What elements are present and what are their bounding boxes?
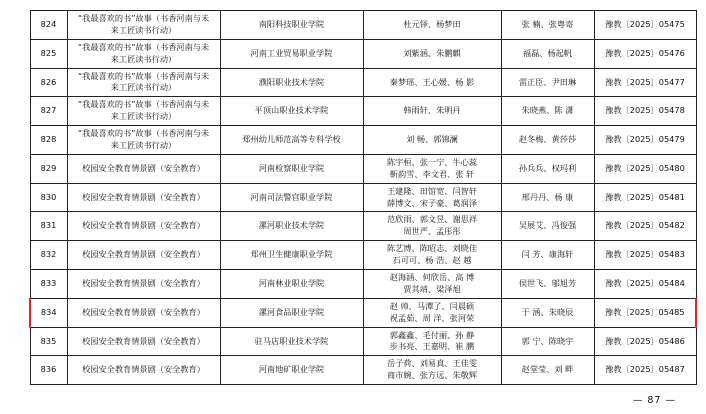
cell-text [596,364,695,376]
cell-line: 周世严、孟彤彤 [403,226,461,237]
cell-line: 郭鑫鑫、毛付丽、孙 静 [389,329,475,340]
cell-text [503,77,593,89]
cell-line: 校园安全教育情景剧（安全教育） [82,277,205,288]
cell-line: 福磊、杨起帆 [522,47,573,58]
cell-text [365,301,500,325]
cell-text [69,99,219,123]
cell-certificate-code [594,154,696,183]
cell-line: 陈宇桓、张一宁、牛心蕊 [386,156,478,167]
cell-authors [363,241,501,270]
cell-text [222,364,362,376]
cell-line: 王建隆、田馆宽、闫智轩 [386,185,478,196]
cell-serial-number: 831 [30,212,67,241]
cell-line: 陈艺博、陈昭志、刘晓佳 [386,243,478,254]
cell-authors [363,154,501,183]
cell-text [365,330,500,354]
cell-line: 雷正臣、尹田琳 [518,76,577,87]
cell-line: 豫教〔2025〕05476 [605,47,685,58]
table-row [30,270,696,299]
cell-line: 郑州卫生健康职业学院 [250,249,333,260]
cell-line: 邢丹丹、杨 康 [521,191,574,202]
cell-text [69,163,219,175]
cell-institution [220,68,363,97]
cell-line: 商市婉、张方远、朱敬辉 [386,370,478,381]
cell-line: “我最喜欢的书”故事（书香河南与未 [77,70,210,81]
cell-serial-number: 828 [30,126,67,155]
table-row [30,11,696,40]
cell-tutors [501,356,594,385]
cell-text [503,48,593,60]
cell-institution [220,356,363,385]
cell-line: 薛博文、宋子豪、葛润泽 [386,197,478,208]
cell-certificate-code [594,270,696,299]
cell-text [596,336,695,348]
cell-text [69,128,219,152]
cell-line: 来工匠读书行动） [110,82,177,93]
cell-text [503,19,593,31]
cell-text [503,192,593,204]
cell-text [69,278,219,290]
table-body [30,11,696,385]
table-row [30,356,696,385]
cell-text [69,336,219,348]
cell-text [365,105,500,117]
cell-serial-number: 833 [30,270,67,299]
cell-text [503,278,593,290]
cell-line: 濮阳职业技术学院 [258,76,325,87]
cell-line: 河南司法警官职业学院 [250,191,333,202]
cell-text [503,307,593,319]
cell-tutors [501,68,594,97]
cell-line: 来工匠读书行动） [110,140,177,151]
cell-text [69,13,219,37]
cell-line: 孙兵兵、权玛利 [518,162,577,173]
cell-line: 南阳科技职业学院 [258,18,325,29]
cell-text [365,186,500,210]
cell-line: 校园安全教育情景剧（安全教育） [82,162,205,173]
cell-certificate-code [594,327,696,356]
cell-text [365,157,500,181]
cell-text [596,105,695,117]
cell-authors [363,212,501,241]
cell-text [222,48,362,60]
cell-line: 豫教〔2025〕05485 [604,306,685,317]
cell-line: “我最喜欢的书”故事（书香河南与未 [77,99,210,110]
cell-line: 河南工业贸易职业学院 [250,47,333,58]
cell-institution [220,154,363,183]
cell-line: 赵冬梅、黄莎莎 [518,134,577,145]
cell-authors [363,126,501,155]
cell-authors [363,39,501,68]
cell-text [365,358,500,382]
cell-line: 张 楠、张粤寄 [521,18,574,29]
cell-tutors [501,327,594,356]
cell-authors [363,97,501,126]
cell-text [596,163,695,175]
cell-line: 杜元铎、杨梦田 [403,18,461,29]
cell-line: 于 涵、朱晓辰 [521,306,574,317]
cell-line: 豫教〔2025〕05477 [605,76,685,87]
cell-text [222,105,362,117]
cell-line: 校园安全教育情景剧（安全教育） [82,306,205,317]
cell-line: 河南林业职业学院 [258,277,325,288]
cell-line: 校园安全教育情景剧（安全教育） [82,220,205,231]
cell-line: 豫教〔2025〕05482 [605,220,685,231]
cell-work-title [67,212,220,241]
cell-line: 漯河食品职业学院 [258,306,325,317]
cell-serial-number: 827 [30,97,67,126]
cell-serial-number: 830 [30,183,67,212]
cell-text [596,134,695,146]
cell-serial-number: 832 [30,241,67,270]
cell-tutors [501,11,594,40]
cell-work-title [67,183,220,212]
cell-text [222,220,362,232]
cell-text [69,307,219,319]
cell-text [365,243,500,267]
cell-line: 范欣雨、郭文昱、谢思祥 [386,214,478,225]
table-row [30,327,696,356]
table-row [30,298,696,327]
award-list-table [29,10,697,385]
cell-line: 闫 芳、康海轩 [521,249,574,260]
table-row [30,241,696,270]
cell-tutors [501,126,594,155]
table-row [30,126,696,155]
cell-text [365,134,500,146]
cell-text [69,42,219,66]
cell-line: 豫教〔2025〕05480 [605,162,685,173]
cell-line: 靳韵雪、李文君、张 轩 [389,168,475,179]
cell-line: 秦梦瑶、王心媛、杨 影 [389,76,475,87]
cell-line: 赵堂莹、刘 畔 [521,364,574,375]
cell-line: 郑州幼儿师范高等专科学校 [242,134,341,145]
cell-text [503,105,593,117]
cell-line: 豫教〔2025〕05475 [605,18,685,29]
cell-line: 来工匠读书行动） [110,53,177,64]
cell-text [222,163,362,175]
cell-line: 吴展艾、冯俊强 [518,220,577,231]
cell-text [596,307,695,319]
cell-line: 豫教〔2025〕05483 [605,249,685,260]
cell-line: 侯世飞、邬旭芳 [518,277,577,288]
table-row [30,68,696,97]
cell-line: 豫教〔2025〕05479 [605,134,685,145]
cell-serial-number: 825 [30,39,67,68]
cell-line: 河南检察职业学院 [258,162,325,173]
cell-line: 豫教〔2025〕05487 [605,364,685,375]
cell-line: 漯河职业技术学院 [258,220,325,231]
table-row [30,39,696,68]
cell-authors [363,183,501,212]
cell-work-title [67,270,220,299]
cell-line: 校园安全教育情景剧（安全教育） [82,249,205,260]
cell-institution [220,270,363,299]
cell-institution [220,212,363,241]
cell-work-title [67,154,220,183]
cell-serial-number: 835 [30,327,67,356]
cell-tutors [501,298,594,327]
cell-work-title [67,97,220,126]
cell-institution [220,11,363,40]
cell-serial-number: 826 [30,68,67,97]
cell-text [596,19,695,31]
cell-text [222,19,362,31]
cell-line: 驻马店职业技术学院 [254,335,329,346]
cell-authors [363,298,501,327]
cell-work-title [67,298,220,327]
cell-text [503,364,593,376]
cell-serial-number: 824 [30,11,67,40]
cell-line: 豫教〔2025〕05484 [605,277,685,288]
cell-text [222,77,362,89]
cell-line: 河南地矿职业学院 [258,364,325,375]
cell-serial-number: 836 [30,356,67,385]
cell-text [596,220,695,232]
cell-line: 校园安全教育情景剧（安全教育） [82,364,205,375]
cell-certificate-code [594,68,696,97]
cell-institution [220,327,363,356]
cell-line: 韩雨轩、朱明丹 [403,105,461,116]
cell-tutors [501,97,594,126]
cell-certificate-code [594,11,696,40]
cell-text [365,272,500,296]
table-row [30,97,696,126]
cell-line: “我最喜欢的书”故事（书香河南与未 [77,41,210,52]
cell-text [503,163,593,175]
table-row [30,212,696,241]
cell-tutors [501,183,594,212]
cell-certificate-code [594,126,696,155]
cell-line: 石可可、杨 浩、赵 越 [392,255,472,266]
cell-text [596,77,695,89]
table-row [30,183,696,212]
cell-line: 来工匠读书行动） [110,111,177,122]
cell-serial-number: 829 [30,154,67,183]
cell-institution [220,39,363,68]
cell-line: 朱晓燕、陈 潇 [521,105,574,116]
cell-line: 来工匠读书行动） [110,24,177,35]
cell-line: “我最喜欢的书”故事（书香河南与未 [77,128,210,139]
cell-line: 步书亮、王嘉明、崔 鹏 [389,341,475,352]
cell-authors [363,68,501,97]
cell-text [69,71,219,95]
cell-line: 赵 帅、马潭了、闫晨硕 [389,300,475,311]
cell-certificate-code [594,356,696,385]
cell-text [365,19,500,31]
cell-institution [220,298,363,327]
cell-work-title [67,241,220,270]
cell-text [222,249,362,261]
cell-text [222,336,362,348]
cell-authors [363,356,501,385]
cell-text [365,214,500,238]
cell-certificate-code [594,97,696,126]
cell-text [69,220,219,232]
cell-certificate-code [594,39,696,68]
cell-line: 校园安全教育情景剧（安全教育） [82,191,205,202]
cell-line: 豫教〔2025〕05478 [605,105,685,116]
cell-text [596,249,695,261]
cell-institution [220,241,363,270]
cell-line: “我最喜欢的书”故事（书香河南与未 [77,13,210,23]
table-row [30,154,696,183]
cell-certificate-code [594,212,696,241]
cell-text [69,192,219,204]
cell-text [222,192,362,204]
cell-work-title [67,11,220,40]
cell-text [596,278,695,290]
cell-text [596,192,695,204]
cell-line: 平顶山职业技术学院 [254,105,329,116]
cell-institution [220,97,363,126]
cell-institution [220,126,363,155]
cell-authors [363,270,501,299]
cell-line: 校园安全教育情景剧（安全教育） [82,335,205,346]
cell-line: 刘 畅、郭锦澜 [406,134,458,145]
cell-line: 祝孟茹、周 洋、张河荣 [389,312,475,323]
cell-text [503,336,593,348]
cell-text [503,134,593,146]
cell-text [503,249,593,261]
cell-text [365,48,500,60]
cell-work-title [67,327,220,356]
cell-line: 刘紫涵、朱鹏麒 [403,47,461,58]
cell-work-title [67,356,220,385]
page-number: — 87 — [632,395,676,406]
cell-certificate-code [594,298,696,327]
cell-text [69,249,219,261]
cell-authors [363,11,501,40]
cell-line: 贾其靖、梁泽旭 [403,283,461,294]
cell-tutors [501,212,594,241]
cell-tutors [501,154,594,183]
cell-authors [363,327,501,356]
cell-text [222,278,362,290]
cell-text [365,77,500,89]
cell-text [69,364,219,376]
cell-institution [220,183,363,212]
cell-text [503,220,593,232]
cell-line: 豫教〔2025〕05486 [605,335,685,346]
cell-work-title [67,39,220,68]
cell-tutors [501,39,594,68]
cell-serial-number: 834 [30,298,67,327]
cell-certificate-code [594,241,696,270]
cell-line: 豫教〔2025〕05481 [605,191,685,202]
cell-text [222,307,362,319]
cell-line: 赵海涵、何欣岳、高 博 [389,272,475,283]
cell-certificate-code [594,183,696,212]
cell-line: 郭 宁、陈晓宇 [521,335,574,346]
cell-line: 岳子荷、刘易真、王佳雯 [386,358,478,369]
cell-text [596,48,695,60]
cell-work-title [67,68,220,97]
cell-work-title [67,126,220,155]
cell-tutors [501,270,594,299]
cell-text [222,134,362,146]
cell-tutors [501,241,594,270]
